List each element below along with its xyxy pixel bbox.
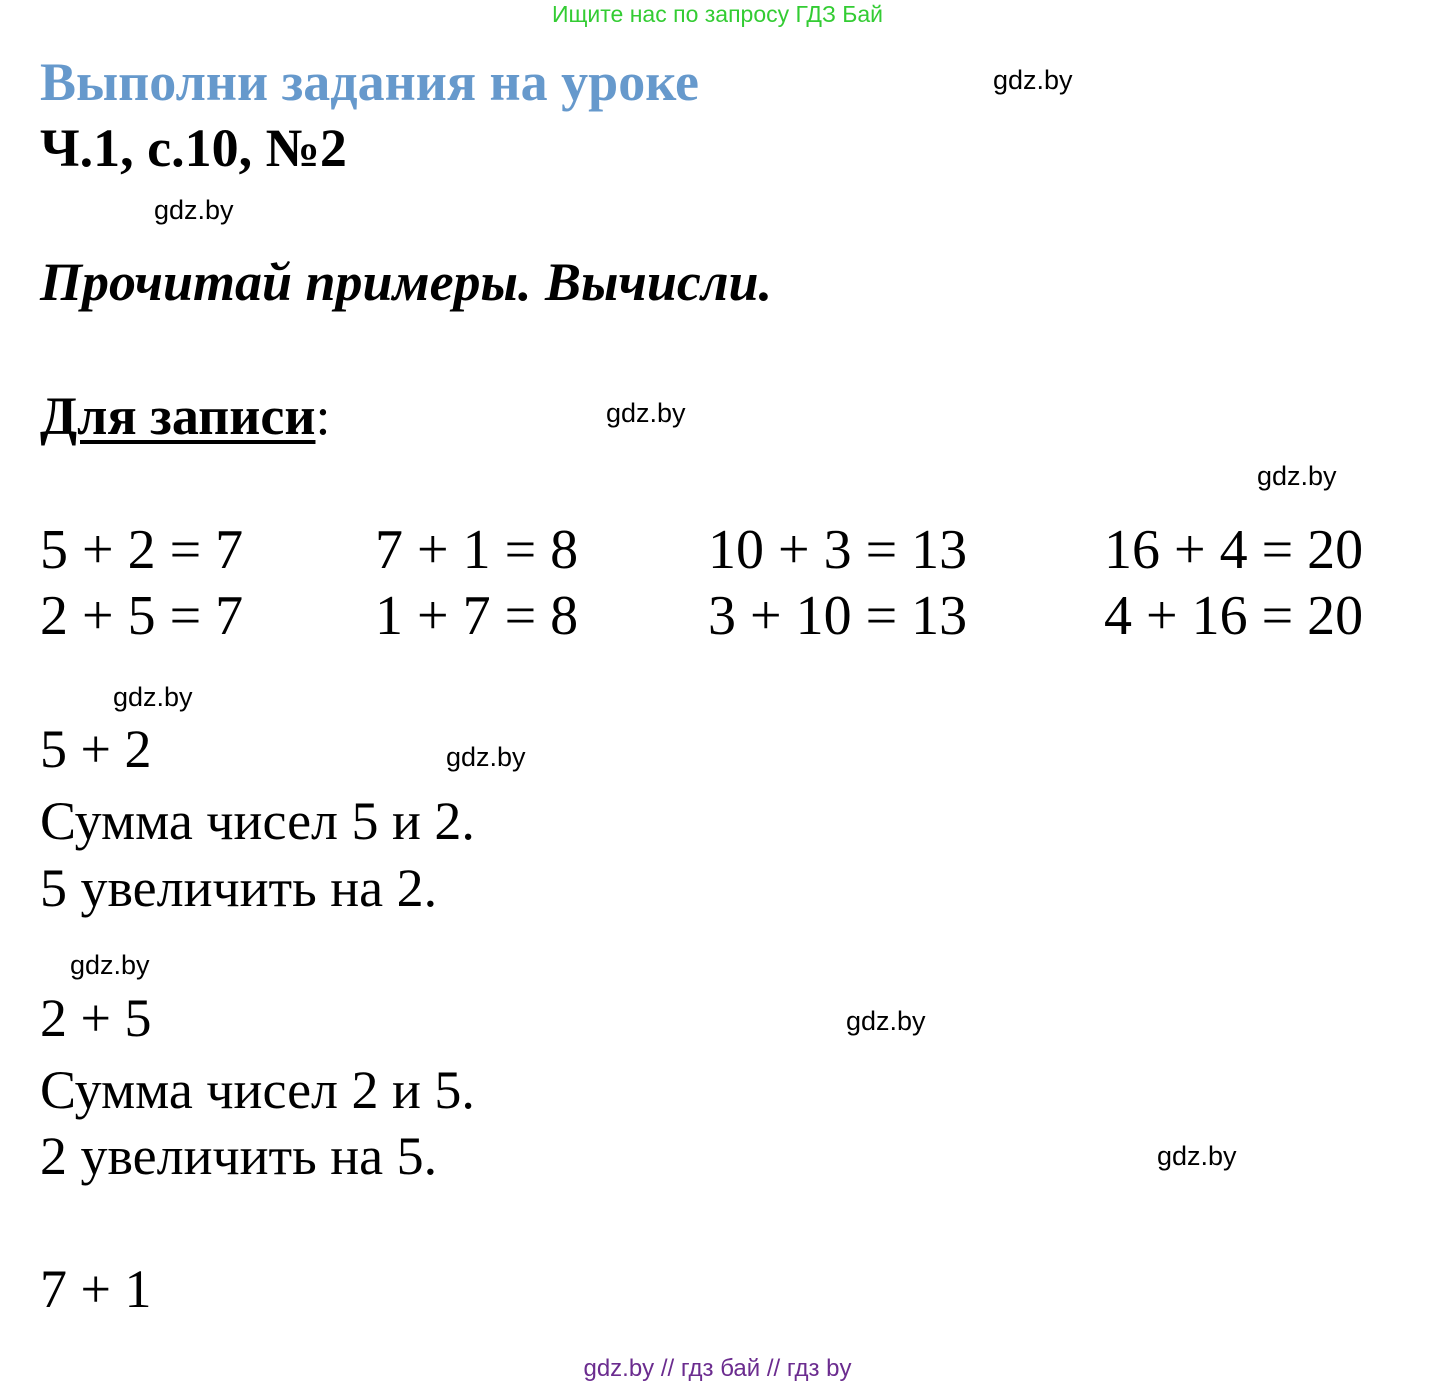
watermark: gdz.by xyxy=(1157,1141,1237,1171)
task-instruction: Прочитай примеры. Вычисли. xyxy=(40,252,773,312)
page-heading: Выполни задания на уроке xyxy=(40,52,699,112)
sum-sentence: Сумма чисел 5 и 2. xyxy=(40,791,475,851)
equation: 16 + 4 = 20 xyxy=(1104,519,1364,581)
record-label xyxy=(40,384,330,448)
watermark: gdz.by xyxy=(446,742,526,772)
top-banner: Ищите нас по запросу ГДЗ Бай xyxy=(551,1,884,27)
increase-sentence: 5 увеличить на 2. xyxy=(40,858,438,918)
watermark: gdz.by xyxy=(113,682,193,712)
equation: 1 + 7 = 8 xyxy=(375,585,579,647)
increase-sentence: 2 увеличить на 5. xyxy=(40,1126,438,1186)
equation: 5 + 2 = 7 xyxy=(40,519,244,581)
watermark: gdz.by xyxy=(154,195,234,225)
watermark: gdz.by xyxy=(70,950,150,980)
equation: 10 + 3 = 13 xyxy=(708,519,968,581)
sum-sentence: Сумма чисел 2 и 5. xyxy=(40,1060,475,1120)
expression: 2 + 5 xyxy=(40,988,152,1048)
watermark: gdz.by xyxy=(1257,461,1337,491)
record-label-colon: : xyxy=(315,386,331,446)
equation: 2 + 5 = 7 xyxy=(40,585,244,647)
expression: 7 + 1 xyxy=(40,1259,152,1319)
watermark: gdz.by xyxy=(993,65,1073,95)
watermark: gdz.by xyxy=(606,398,686,428)
expression: 5 + 2 xyxy=(40,719,152,779)
equation: 7 + 1 = 8 xyxy=(375,519,579,581)
section-reference: Ч.1, с.10, №2 xyxy=(40,118,347,178)
equation: 3 + 10 = 13 xyxy=(708,585,968,647)
record-label-text: Для записи xyxy=(40,386,316,446)
equation: 4 + 16 = 20 xyxy=(1104,585,1364,647)
footer-links: gdz.by // гдз бай // гдз by xyxy=(583,1355,852,1382)
watermark: gdz.by xyxy=(846,1006,926,1036)
